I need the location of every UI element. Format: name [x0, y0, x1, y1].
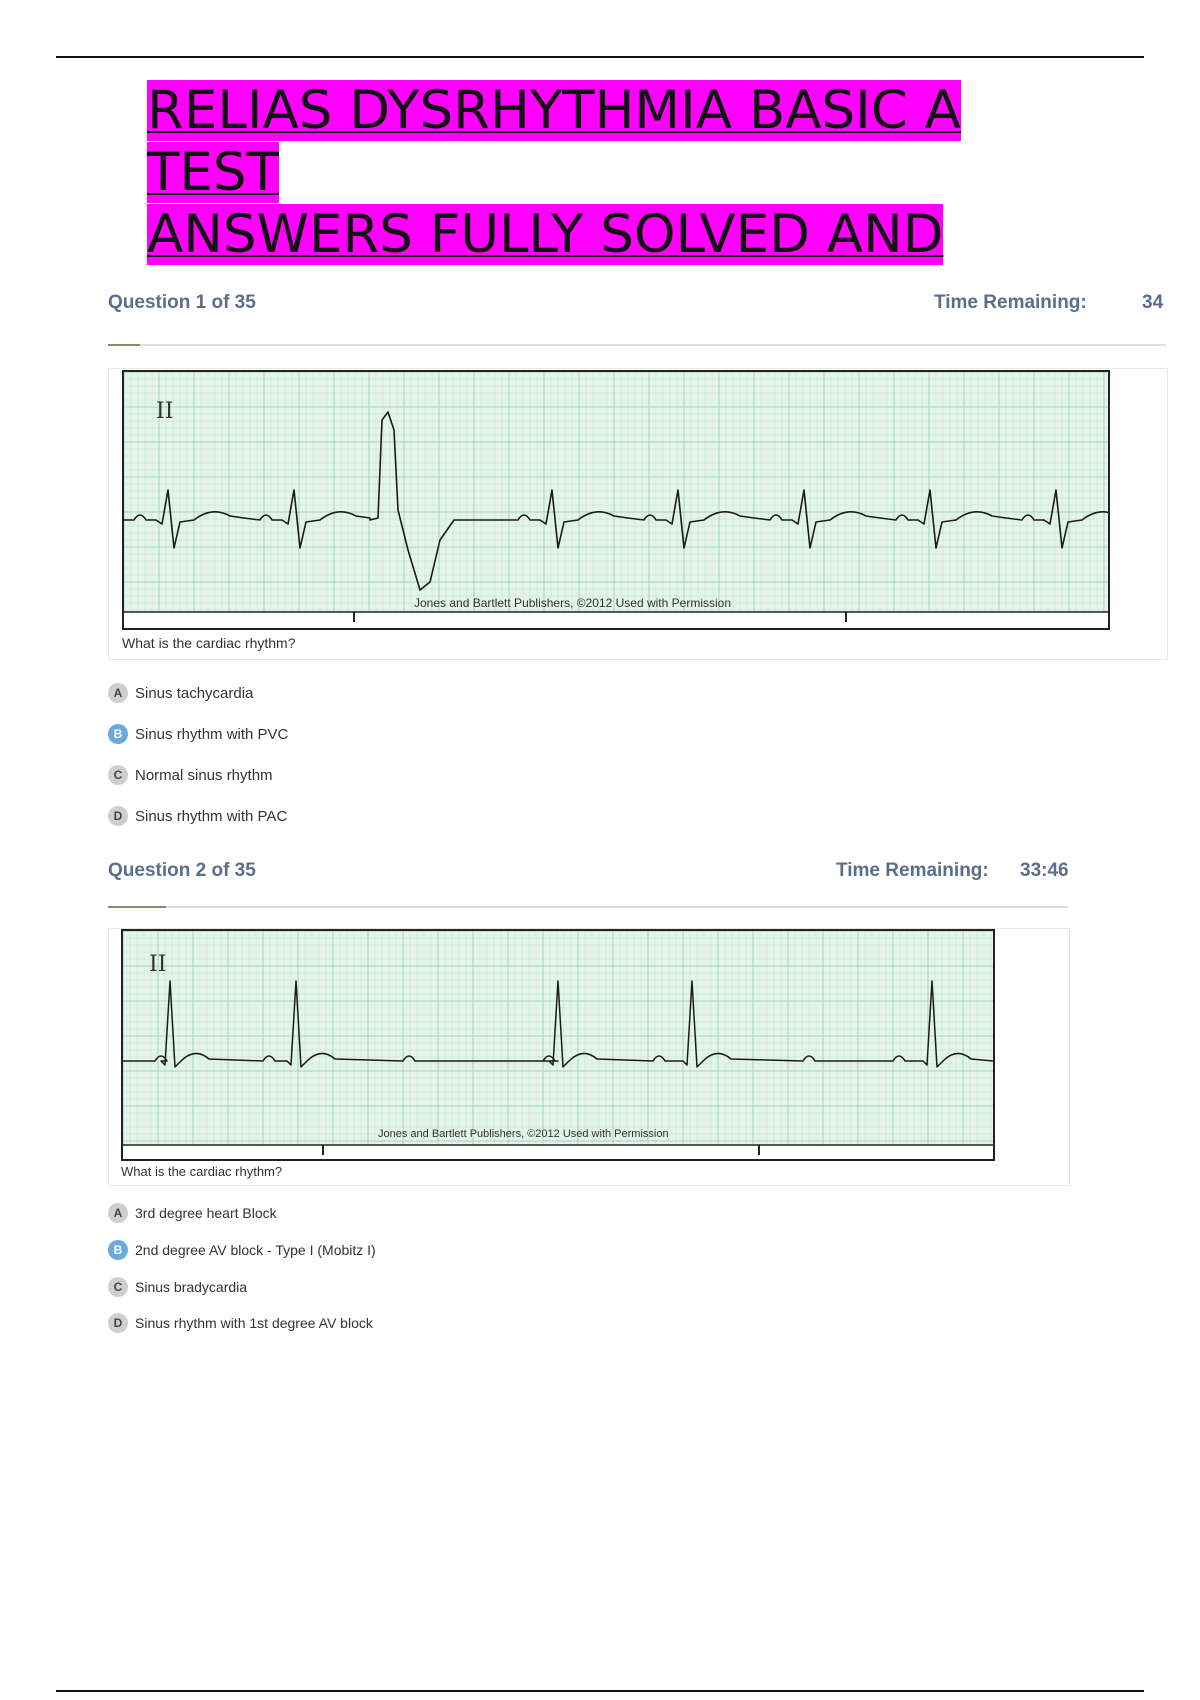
top-page-rule: [56, 56, 1144, 58]
ecg-lead-label: II: [149, 952, 167, 977]
question-1-header: Question 1 of 35: [108, 292, 256, 313]
question-2-time-label: Time Remaining:: [836, 860, 989, 881]
question-1-prompt: What is the cardiac rhythm?: [122, 635, 296, 651]
option-b-text: 2nd degree AV block - Type I (Mobitz I): [135, 1242, 376, 1258]
ecg-time-band: [123, 1145, 993, 1159]
option-a-badge: A: [108, 1203, 128, 1223]
question-2-prompt: What is the cardiac rhythm?: [121, 1164, 283, 1179]
option-a-text: Sinus tachycardia: [135, 684, 254, 702]
question-2-progress-fill: [108, 906, 166, 908]
ecg-lead-label: II: [156, 399, 174, 424]
question-2-time-value: 33:46: [1020, 860, 1069, 881]
question-2-header: Question 2 of 35: [108, 860, 256, 881]
question-2-option-b[interactable]: [108, 1240, 376, 1260]
option-c-text: Sinus bradycardia: [135, 1279, 248, 1295]
option-b-text: Sinus rhythm with PVC: [135, 725, 289, 743]
option-b-badge: B: [108, 724, 128, 744]
option-c-badge: C: [108, 1277, 128, 1297]
option-b-badge: B: [108, 1240, 128, 1260]
question-1-option-d[interactable]: [108, 806, 287, 826]
document-title: [147, 80, 1047, 266]
question-1-credit: Jones and Bartlett Publishers, ©2012 Used with Permission: [414, 596, 731, 610]
option-d-text: Sinus rhythm with 1st degree AV block: [135, 1315, 373, 1331]
ecg-grid: [123, 931, 993, 1145]
option-c-badge: C: [108, 765, 128, 785]
question-1-option-b[interactable]: [108, 724, 288, 744]
question-1-progress-bar: [108, 344, 1166, 346]
question-1-ecg-chart: [124, 372, 1108, 628]
question-1-progress-fill: [108, 344, 140, 346]
option-d-text: Sinus rhythm with PAC: [135, 807, 288, 825]
title-line-2: TEST: [147, 142, 279, 203]
question-1-time-value: 34: [1142, 292, 1164, 313]
question-1-time-label: Time Remaining:: [934, 292, 1087, 313]
question-2-option-d[interactable]: [108, 1313, 373, 1333]
question-1-option-c[interactable]: [108, 765, 273, 785]
bottom-page-rule: [56, 1690, 1144, 1692]
option-d-badge: D: [108, 806, 128, 826]
ecg-time-band: [124, 612, 1108, 628]
question-2-option-c[interactable]: [108, 1277, 247, 1297]
ecg-trace: [124, 412, 1108, 590]
ecg-grid: [124, 372, 1108, 612]
title-line-3: ANSWERS FULLY SOLVED AND: [147, 204, 944, 265]
option-a-text: 3rd degree heart Block: [135, 1205, 277, 1221]
question-2-ecg-strip: [121, 929, 995, 1161]
document-title-block: [140, 72, 1060, 278]
title-line-1: RELIAS DYSRHYTHMIA BASIC A: [147, 80, 961, 141]
question-2-credit: Jones and Bartlett Publishers, ©2012 Used with Permission: [378, 1128, 669, 1140]
option-c-text: Normal sinus rhythm: [135, 766, 273, 784]
question-2-progress-bar: [108, 906, 1068, 908]
option-d-badge: D: [108, 1313, 128, 1333]
question-1-option-a[interactable]: [108, 683, 253, 703]
question-2-ecg-chart: [123, 931, 993, 1159]
question-1-ecg-strip: [122, 370, 1110, 630]
question-2-option-a[interactable]: [108, 1203, 277, 1223]
option-a-badge: A: [108, 683, 128, 703]
